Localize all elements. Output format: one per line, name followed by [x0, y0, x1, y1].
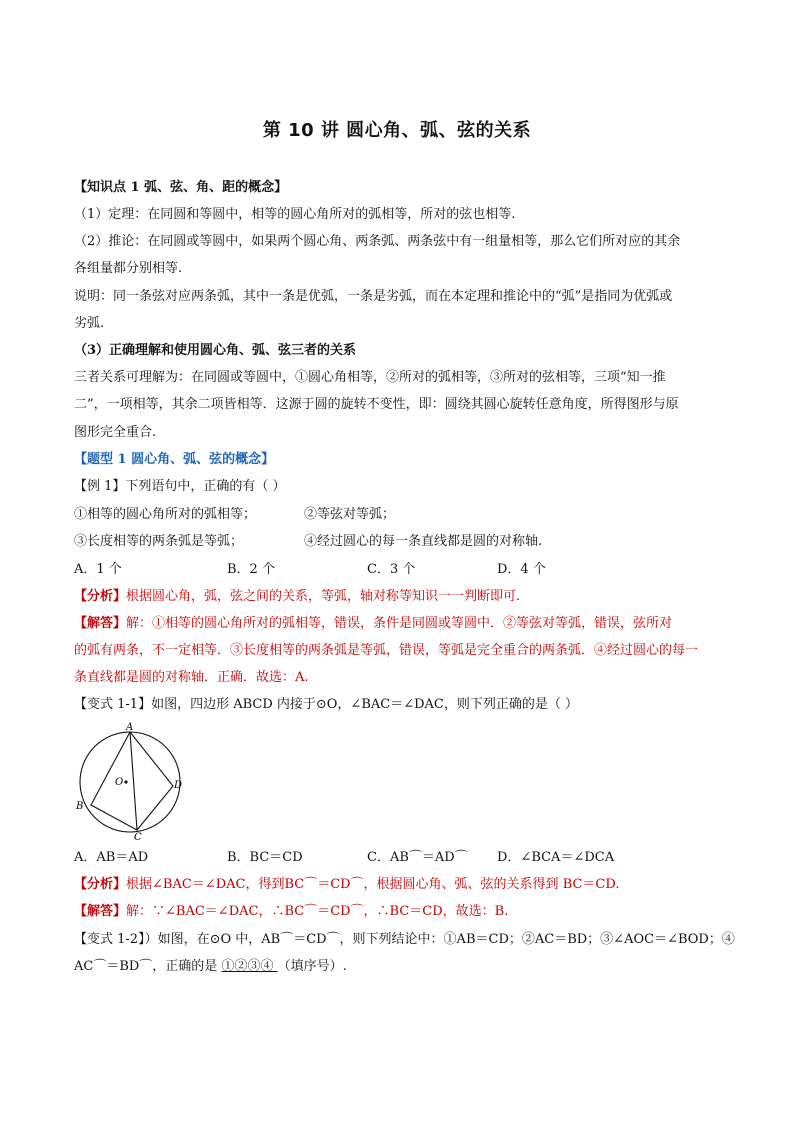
circle-o — [80, 732, 183, 832]
label-b: B — [76, 801, 84, 812]
solution-text: 解：∵∠BAC＝∠DAC，∴BC⌒＝CD⌒，∴BC＝CD，故选：B. — [126, 904, 509, 919]
variant1-1-solution — [74, 903, 508, 921]
quadrilateral-abcd — [91, 732, 173, 830]
example1-statement-3: ③长度相等的两条弧是等弧； — [74, 534, 244, 549]
analysis-text: 根据∠BAC＝∠DAC，得到BC⌒＝CD⌒，根据圆心角、弧、弦的关系得到 BC＝CD. — [126, 877, 620, 892]
example1-option-a: A．1 个 — [74, 562, 122, 577]
diagonal-ac — [130, 732, 137, 830]
type1-heading: 【题型 1 圆心角、弧、弦的概念】 — [74, 452, 275, 467]
example1-option-d: D．4 个 — [497, 562, 546, 577]
label-c: C — [134, 832, 142, 840]
answer-blank: ①②③④ — [221, 959, 278, 974]
theorem-text: （1）定理：在同圆和等圆中，相等的圆心角所对的弧相等，所对的弦也相等. — [74, 207, 516, 222]
variant1-1-stem: 【变式 1-1】如图，四边形 ABCD 内接于⊙O，∠BAC＝∠DAC，则下列正确的是（ ） — [74, 697, 578, 712]
circle-quadrilateral-figure — [74, 722, 194, 840]
variant1-1-option-b: B．BC＝CD — [227, 850, 303, 865]
example1-solution-line-1 — [74, 615, 672, 633]
center-point — [124, 780, 127, 783]
variant1-1-option-c: C．AB⌒＝AD⌒ — [367, 850, 468, 865]
example1-analysis — [74, 588, 529, 606]
variant1-1-option-a: A．AB＝AD — [74, 850, 149, 865]
example1-statement-4: ④经过圆心的每一条直线都是圆的对称轴. — [304, 534, 543, 549]
example1-solution-line-2: 的弧有两条，不一定相等．③长度相等的两条弧是等弧，错误，等弧是完全重合的两条弧．④经过圆心的每一 — [74, 643, 699, 658]
solution-tag: 【解答】 — [74, 616, 127, 631]
variant1-1-option-d: D．∠BCA＝∠DCA — [497, 850, 615, 865]
solution-text: 解：①相等的圆心角所对的弧相等，错误，条件是同圆或等圆中．②等弦对等弧，错误，弦所对 — [126, 616, 673, 631]
variant1-1-analysis — [74, 876, 619, 894]
example1-solution-line-3: 条直线都是圆的对称轴．正确．故选：A. — [74, 670, 309, 685]
relation-line-1: 三者关系可理解为：在同圆或等圆中，①圆心角相等，②所对的弧相等，③所对的弦相等，三项“知一推 — [74, 370, 666, 385]
solution-tag: 【解答】 — [74, 904, 127, 919]
example1-statement-1: ①相等的圆心角所对的弧相等； — [74, 507, 257, 522]
page-title: 第 10 讲 圆心角、弧、弦的关系 — [262, 120, 532, 141]
example1-option-b: B．2 个 — [227, 562, 275, 577]
example1-option-c: C．3 个 — [367, 562, 416, 577]
item3-heading: （3）正确理解和使用圆心角、弧、弦三者的关系 — [74, 343, 357, 358]
example1-statement-2: ②等弦对等弧； — [304, 507, 396, 522]
label-d: D — [174, 780, 183, 791]
stem-suffix: （填序号）. — [277, 959, 347, 974]
variant1-2-stem-line-2 — [74, 958, 347, 976]
analysis-tag: 【分析】 — [74, 589, 127, 604]
note-line-2: 劣弧. — [74, 316, 105, 331]
corollary-line-2: 各组量都分别相等. — [74, 261, 183, 276]
variant1-2-stem-line-1: 【变式 1-2】）如图，在⊙O 中，AB⌒＝CD⌒，则下列结论中：①AB＝CD；②AC＝BD；③∠AOC＝∠BOD；④ — [74, 932, 735, 947]
knowledge-point-heading: 【知识点 1 弧、弦、角、距的概念】 — [74, 180, 288, 195]
relation-line-3: 图形完全重合. — [74, 425, 157, 440]
relation-line-2: 二”，一项相等，其余二项皆相等．这源于圆的旋转不变性，即：圆绕其圆心旋转任意角度，所得图形与原 — [74, 397, 679, 412]
label-a: A — [126, 722, 134, 733]
corollary-line-1: （2）推论：在同圆或等圆中，如果两个圆心角、两条弧、两条弦中有一组量相等，那么它们所对应的其余 — [74, 234, 681, 249]
analysis-tag: 【分析】 — [74, 877, 127, 892]
example1-stem: 【例 1】下列语句中，正确的有（ ） — [74, 479, 286, 494]
analysis-text: 根据圆心角，弧，弦之间的关系，等弧，轴对称等知识一一判断即可． — [126, 589, 530, 604]
stem-text: AC⌒＝BD⌒，正确的是 — [74, 959, 222, 974]
note-line-1: 说明：同一条弦对应两条弧，其中一条是优弧，一条是劣弧，而在本定理和推论中的“弧”是指同为优弧或 — [74, 289, 673, 304]
label-o: O — [115, 777, 124, 788]
